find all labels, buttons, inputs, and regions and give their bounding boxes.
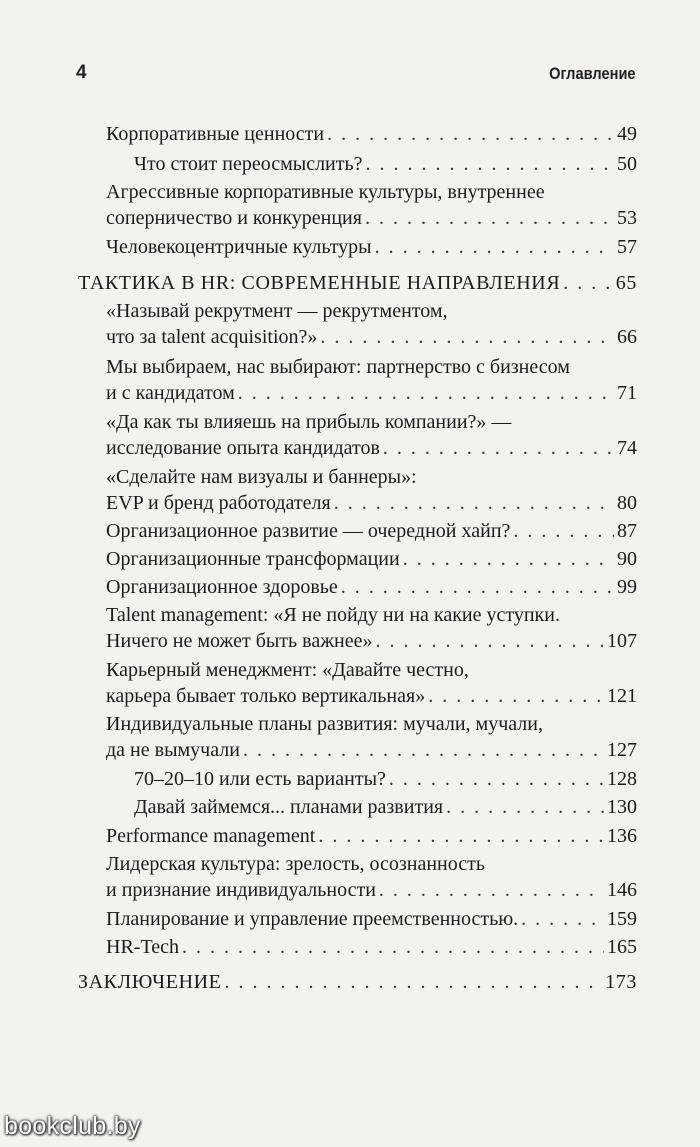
toc-section-title: ЗАКЛЮЧЕНИЕ xyxy=(78,971,222,993)
dot-leader xyxy=(563,270,613,296)
toc-page-number: 121 xyxy=(607,685,637,707)
dot-leader xyxy=(428,683,604,709)
toc-page-number: 74 xyxy=(617,437,637,459)
dot-leader xyxy=(341,574,614,600)
toc-entry-title-line: и с кандидатом xyxy=(106,382,235,404)
toc-page-number: 107 xyxy=(607,630,637,652)
toc-page-number: 65 xyxy=(615,272,637,294)
toc-entry-title-line: карьера бывает только вертикальная» xyxy=(106,685,426,707)
toc-page-number: 165 xyxy=(607,936,637,958)
toc-entry-title: Корпоративные ценности xyxy=(106,123,325,145)
toc-entry xyxy=(106,851,637,903)
toc-entry-title-line: Агрессивные корпоративные культуры, внутреннее xyxy=(106,181,545,203)
dot-leader xyxy=(389,766,604,792)
toc-page-number: 50 xyxy=(617,153,637,175)
dot-leader xyxy=(182,934,604,960)
toc-page-number: 127 xyxy=(607,739,637,761)
toc-entry xyxy=(106,121,637,147)
dot-leader xyxy=(365,205,614,231)
toc-page-number: 130 xyxy=(607,796,637,818)
toc-entry-title: Планирование и управление преемственностью. xyxy=(106,908,519,930)
toc-page-number: 173 xyxy=(605,971,637,993)
toc-entry xyxy=(106,934,637,960)
toc-entry-title: 70–20–10 или есть варианты? xyxy=(134,768,386,790)
toc-section-entry xyxy=(78,270,637,296)
dot-leader xyxy=(379,877,604,903)
toc-entry xyxy=(134,766,637,792)
toc-section-entry xyxy=(78,969,637,995)
running-title: Оглавление xyxy=(549,64,636,83)
toc-page-number: 71 xyxy=(617,382,637,404)
dot-leader xyxy=(327,121,614,147)
dot-leader xyxy=(224,969,602,995)
toc-entry-title: Организационные трансформации xyxy=(106,548,400,570)
toc-page-number: 90 xyxy=(617,548,637,570)
toc-entry-title-line: Лидерская культура: зрелость, осознанность xyxy=(106,853,485,875)
toc-entry-title-line: соперничество и конкуренция xyxy=(106,207,362,229)
toc-entry-title: HR-Tech xyxy=(106,936,180,958)
toc-entry-title: Что стоит переосмыслить? xyxy=(134,153,363,175)
toc-entry-title-line: Карьерный менеджмент: «Давайте честно, xyxy=(106,659,469,681)
toc-entry-title: Организационное здоровье xyxy=(106,576,338,598)
toc-entry xyxy=(106,298,637,350)
toc-page-number: 66 xyxy=(617,326,637,348)
toc-entry-title: Человекоцентричные культуры xyxy=(106,236,372,258)
toc-entry xyxy=(106,906,637,932)
toc-page-number: 87 xyxy=(617,520,637,542)
toc-page-number: 159 xyxy=(607,908,637,930)
toc-entry xyxy=(106,409,637,461)
dot-leader xyxy=(334,490,614,516)
dot-leader xyxy=(446,794,604,820)
toc-entry-title: Performance management xyxy=(106,825,316,847)
toc-page-number: 128 xyxy=(607,768,637,790)
toc-entry xyxy=(106,823,637,849)
toc-entry xyxy=(106,657,637,709)
page-number: 4 xyxy=(76,62,87,83)
toc-entry xyxy=(106,234,637,260)
toc-page-number: 53 xyxy=(617,207,637,229)
toc-entry-title-line: Talent management: «Я не пойду ни на какие уступки. xyxy=(106,604,560,626)
toc-entry-title: Организационное развитие — очередной хайп? xyxy=(106,520,511,542)
toc-page-number: 80 xyxy=(617,492,637,514)
toc-entry xyxy=(134,151,637,177)
toc-entry-title: Давай займемся... планами развития xyxy=(134,796,444,818)
toc-entry-title-line: «Называй рекрутмент — рекрутментом, xyxy=(106,300,448,322)
site-watermark: bookclub.by xyxy=(4,1112,141,1140)
toc-entry-title-line: Ничего не может быть важнее» xyxy=(106,630,373,652)
toc-entry-title-line: «Да как ты влияешь на прибыль компании?» — xyxy=(106,411,512,433)
toc-entry xyxy=(106,602,637,654)
dot-leader xyxy=(320,324,614,350)
toc-entry xyxy=(106,518,637,544)
toc-entry-title-line: EVP и бренд работодателя xyxy=(106,492,331,514)
dot-leader xyxy=(521,906,604,932)
toc-page-number: 136 xyxy=(607,825,637,847)
toc-entry-title-line: Индивидуальные планы развития: мучали, мучали, xyxy=(106,713,543,735)
toc-entry-title-line: и признание индивидуальности xyxy=(106,879,376,901)
dot-leader xyxy=(383,435,614,461)
toc-section-title: ТАКТИКА В HR: СОВРЕМЕННЫЕ НАПРАВЛЕНИЯ xyxy=(78,272,561,294)
toc-page-number: 49 xyxy=(617,123,637,145)
dot-leader xyxy=(403,546,614,572)
toc-entry xyxy=(106,179,637,231)
dot-leader xyxy=(366,151,615,177)
toc-entry xyxy=(106,711,637,763)
toc-entry-title-line: да не вымучали xyxy=(106,739,240,761)
toc-entry-title-line: исследование опыта кандидатов xyxy=(106,437,380,459)
toc-entry-title-line: что за talent acquisition?» xyxy=(106,326,318,348)
toc-page-number: 146 xyxy=(607,879,637,901)
toc-page-number: 99 xyxy=(617,576,637,598)
dot-leader xyxy=(318,823,604,849)
toc-entry xyxy=(106,574,637,600)
toc-entry xyxy=(106,354,637,406)
toc-entry-title-line: Мы выбираем, нас выбирают: партнерство с бизнесом xyxy=(106,356,570,378)
dot-leader xyxy=(243,737,604,763)
dot-leader xyxy=(376,628,604,654)
dot-leader xyxy=(375,234,614,260)
toc-entry xyxy=(134,794,637,820)
toc-entry xyxy=(106,546,637,572)
toc-entry xyxy=(106,464,637,516)
toc-entry-title-line: «Сделайте нам визуалы и баннеры»: xyxy=(106,466,417,488)
toc-page-number: 57 xyxy=(617,236,637,258)
dot-leader xyxy=(513,518,614,544)
dot-leader xyxy=(238,380,614,406)
